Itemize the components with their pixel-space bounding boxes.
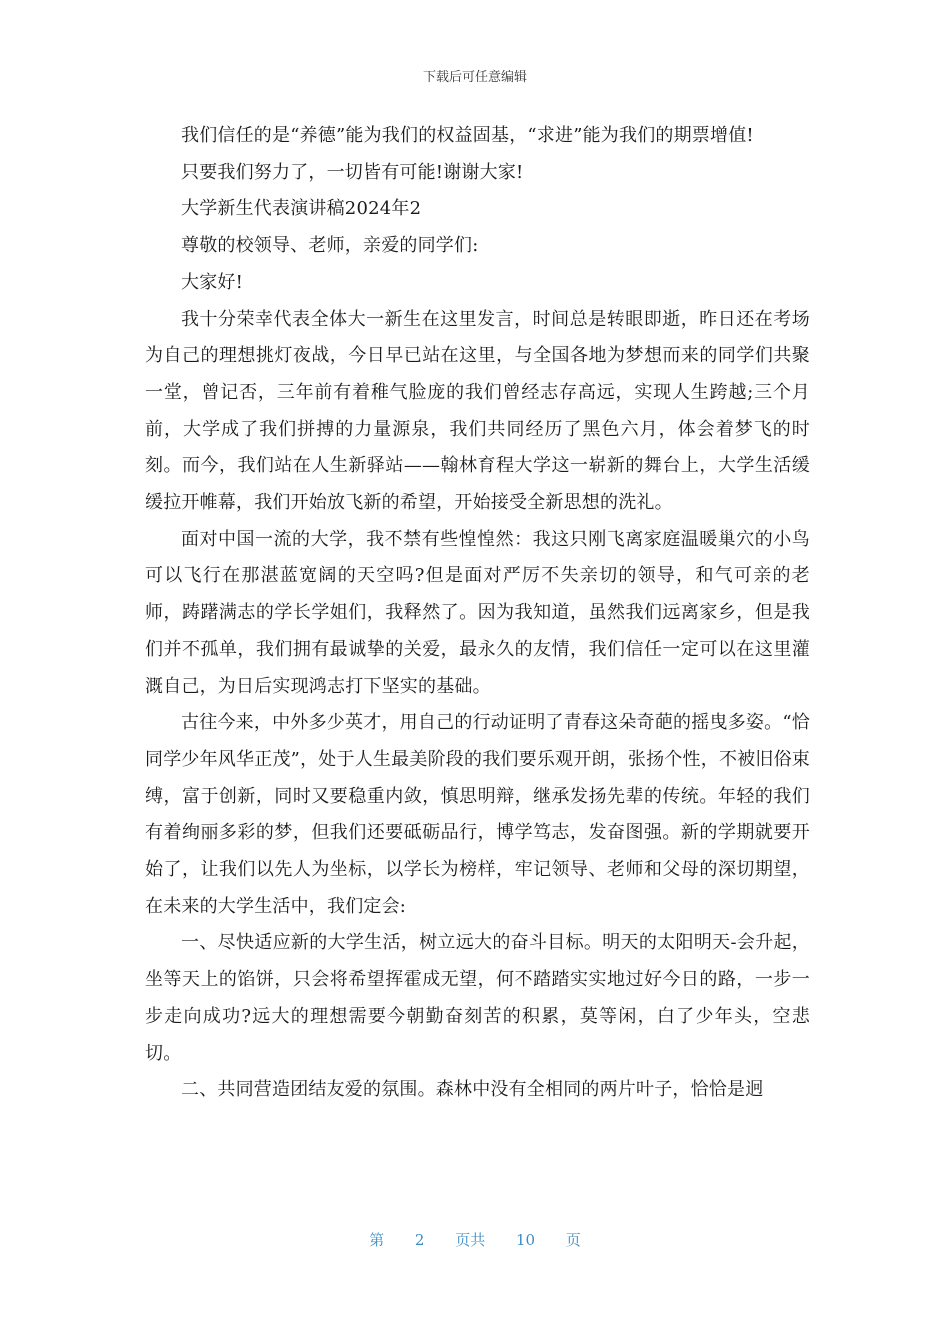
paragraph: 古往今来，中外多少英才，用自己的行动证明了青春这朵奇葩的摇曳多姿。“恰同学少年风华正茂”，处于人生最美阶段的我们要乐观开朗，张扬个性，不被旧俗束缚，富于创新，同时又要稳重内敛，慎思明辩，继承发扬先辈的传统。年轻的我们有着绚丽多彩的梦，但我们还要砥砺品行，博学笃志，发奋图强。新的学期就要开始了，让我们以先人为坐标，以学长为榜样，牢记领导、老师和父母的深切期望，在未来的大学生活中，我们定会: [145, 712, 810, 917]
paragraph: 二、共同营造团结友爱的氛围。森林中没有全相同的两片叶子，恰恰是迥 [181, 1079, 764, 1101]
page-footer [0, 1229, 950, 1250]
paragraph: 只要我们努力了，一切皆有可能!谢谢大家! [181, 161, 524, 183]
footer-total-pages: 10 [516, 1231, 536, 1249]
footer-current-page: 2 [414, 1231, 425, 1249]
footer-prefix: 第 [369, 1231, 385, 1249]
paragraph-title: 大学新生代表演讲稿2024年2 [181, 198, 422, 220]
paragraph: 面对中国一流的大学，我不禁有些惶惶然：我这只刚飞离家庭温暖巢穴的小鸟可以飞行在那湛蓝宽阔的天空吗?但是面对严厉不失亲切的领导，和气可亲的老师，踌躇满志的学长学姐们，我释然了。因为我知道，虽然我们远离家乡，但是我们并不孤单，我们拥有最诚挚的关爱，最永久的友情，我们信任一定可以在这里灌溉自己，为日后实现鸿志打下坚实的基础。 [145, 528, 810, 697]
paragraph-greeting: 大家好! [181, 271, 244, 293]
footer-suffix: 页 [565, 1231, 581, 1249]
paragraph: 我们信任的是“养德”能为我们的权益固基，“求进”能为我们的期票增值! [181, 125, 754, 146]
footer-middle: 页共 [455, 1231, 486, 1249]
paragraph-salutation: 尊敬的校领导、老师，亲爱的同学们: [181, 235, 479, 257]
page-header: 下载后可任意编辑 [422, 70, 527, 85]
paragraph: 我十分荣幸代表全体大一新生在这里发言，时间总是转眼即逝，昨日还在考场为自己的理想挑灯夜战，今日早已站在这里，与全国各地为梦想而来的同学们共聚一堂，曾记否，三年前有着稚气脸庞的我们曾经志存高远，实现人生跨越;三个月前，大学成了我们拼搏的力量源泉，我们共同经历了黑色六月，体会着梦飞的时刻。而今，我们站在人生新驿站——翰林育程大学这一崭新的舞台上，大学生活缓缓拉开帷幕，我们开始放飞新的希望，开始接受全新思想的洗礼。 [145, 308, 810, 514]
document-body [145, 118, 810, 1109]
paragraph: 一、尽快适应新的大学生活，树立远大的奋斗目标。明天的太阳明天-会升起，坐等天上的馅饼，只会将希望挥霍成无望，何不踏踏实实地过好今日的路，一步一步走向成功?远大的理想需要今朝勤奋刻苦的积累，莫等闲，白了少年头，空悲切。 [145, 932, 810, 1064]
